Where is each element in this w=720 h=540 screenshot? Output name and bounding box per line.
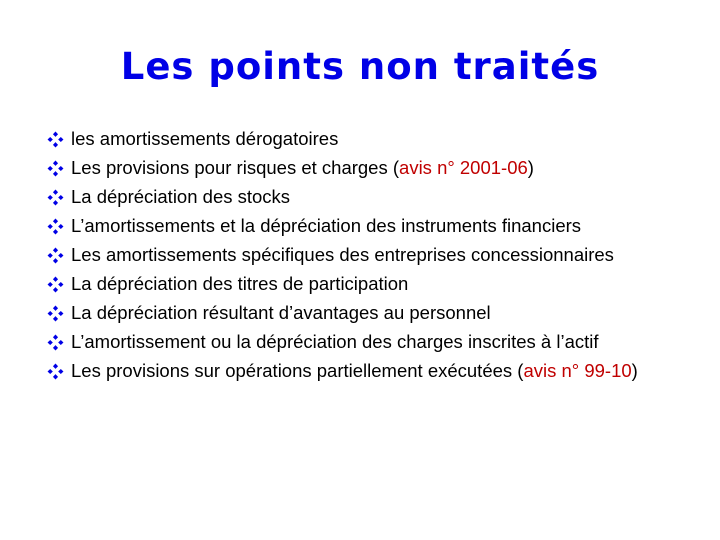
bullet-item-9 [47,360,687,382]
bullet-list [47,128,687,389]
four-leaf-diamond-bullet-icon [47,189,64,206]
bullet-text: les amortissements dérogatoires [71,128,339,149]
bullet-item-5 [47,244,687,266]
bullet-suffix: ) [631,359,638,381]
bullet-text: Les provisions pour risques et charges ( [71,156,400,178]
bullet-text: La dépréciation des titres de participation [71,272,409,294]
four-leaf-diamond-bullet-icon [47,363,64,380]
bullet-suffix: ) [527,156,534,178]
bullet-item-6 [47,273,687,295]
bullet-item-4 [47,215,687,237]
four-leaf-diamond-bullet-icon [47,334,64,351]
bullet-item-2 [47,157,687,179]
reference-text: avis n° 2001-06 [399,156,528,178]
four-leaf-diamond-bullet-icon [47,276,64,293]
slide-title: Les points non traités [120,45,600,88]
bullet-item-7 [47,302,687,324]
bullet-text: L’amortissements et la dépréciation des instruments financiers [71,214,582,236]
four-leaf-diamond-bullet-icon [47,131,64,148]
bullet-item-3 [47,186,687,208]
bullet-text: L’amortissement ou la dépréciation des charges inscrites à l’actif [71,330,599,352]
four-leaf-diamond-bullet-icon [47,305,64,322]
bullet-text: Les amortissements spécifiques des entreprises concessionnaires [71,243,614,265]
bullet-text: Les provisions sur opérations partiellement exécutées ( [71,359,524,381]
four-leaf-diamond-bullet-icon [47,160,64,177]
bullet-text: La dépréciation résultant d’avantages au personnel [71,301,491,323]
bullet-item-1 [47,128,687,150]
bullet-text: La dépréciation des stocks [71,185,291,207]
four-leaf-diamond-bullet-icon [47,247,64,264]
reference-text: avis n° 99-10 [523,359,632,381]
four-leaf-diamond-bullet-icon [47,218,64,235]
bullet-item-8 [47,331,687,353]
